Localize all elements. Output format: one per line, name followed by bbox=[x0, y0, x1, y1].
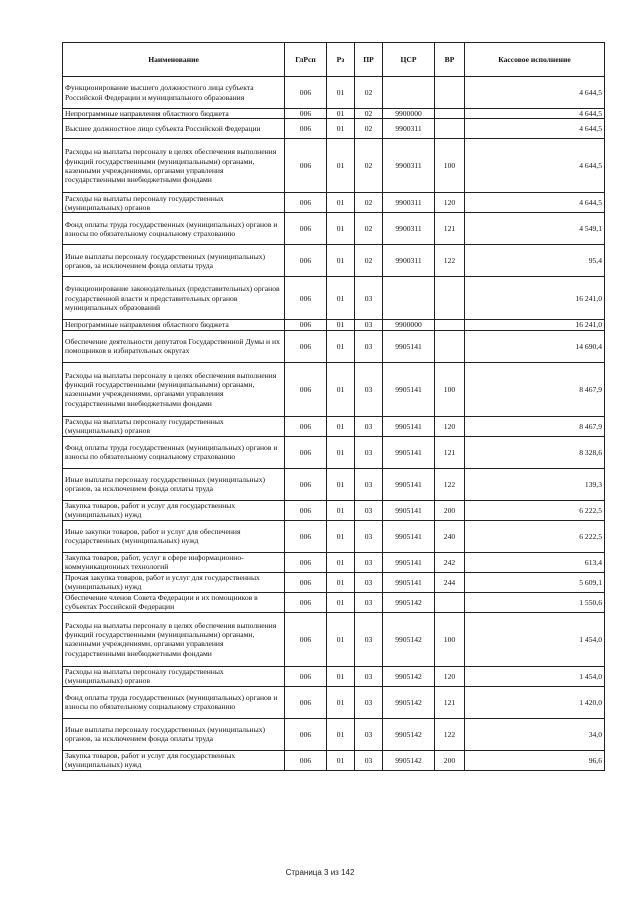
row-pr-cell: 03 bbox=[355, 468, 383, 500]
row-rz-cell: 01 bbox=[327, 552, 355, 572]
header-amount: Кассовое исполнение bbox=[465, 43, 605, 77]
row-vr-cell: 100 bbox=[435, 139, 465, 193]
row-rz-cell: 01 bbox=[327, 572, 355, 592]
row-vr-cell: 121 bbox=[435, 436, 465, 468]
row-glrsp-cell: 006 bbox=[285, 468, 327, 500]
row-pr-cell: 03 bbox=[355, 320, 383, 330]
row-pr-cell: 03 bbox=[355, 520, 383, 552]
row-name-cell: Иные выплаты персоналу государственных (муниципальных) органов, за исключением фонда оплаты труда bbox=[63, 468, 285, 500]
row-csr-cell: 9905142 bbox=[383, 666, 435, 686]
row-rz-cell: 01 bbox=[327, 436, 355, 468]
row-glrsp-cell: 006 bbox=[285, 416, 327, 436]
table-row bbox=[63, 109, 605, 119]
row-name-cell: Непрограммные направления областного бюджета bbox=[63, 320, 285, 330]
row-vr-cell bbox=[435, 277, 465, 320]
row-vr-cell: 120 bbox=[435, 193, 465, 213]
row-glrsp-cell: 006 bbox=[285, 245, 327, 277]
budget-execution-table bbox=[62, 42, 605, 771]
row-name-cell: Иные закупки товаров, работ и услуг для обеспечения государственных (муниципальных) нужд bbox=[63, 520, 285, 552]
row-pr-cell: 02 bbox=[355, 77, 383, 109]
row-glrsp-cell: 006 bbox=[285, 213, 327, 245]
row-glrsp-cell: 006 bbox=[285, 572, 327, 592]
row-glrsp-cell: 006 bbox=[285, 139, 327, 193]
row-pr-cell: 02 bbox=[355, 139, 383, 193]
row-pr-cell: 03 bbox=[355, 500, 383, 520]
page-number: Страница 3 из 142 bbox=[285, 868, 355, 877]
row-csr-cell: 9905141 bbox=[383, 330, 435, 362]
row-vr-cell bbox=[435, 592, 465, 612]
row-pr-cell: 02 bbox=[355, 245, 383, 277]
row-vr-cell: 200 bbox=[435, 750, 465, 770]
table-row bbox=[63, 193, 605, 213]
row-name-cell: Фонд оплаты труда государственных (муниципальных) органов и взносы по обязательному социальному страхованию bbox=[63, 686, 285, 718]
row-name-cell: Обеспечение деятельности депутатов Государственной Думы и их помощников в избирательных округах bbox=[63, 330, 285, 362]
row-amount-cell: 1 420,0 bbox=[465, 686, 605, 718]
row-csr-cell: 9905141 bbox=[383, 572, 435, 592]
row-amount-cell: 4 644,5 bbox=[465, 139, 605, 193]
row-csr-cell: 9905142 bbox=[383, 592, 435, 612]
row-vr-cell: 200 bbox=[435, 500, 465, 520]
row-amount-cell: 139,3 bbox=[465, 468, 605, 500]
row-name-cell: Прочая закупка товаров, работ и услуг для государственных (муниципальных) нужд bbox=[63, 572, 285, 592]
row-amount-cell: 16 241,0 bbox=[465, 277, 605, 320]
table-row bbox=[63, 119, 605, 139]
row-glrsp-cell: 006 bbox=[285, 520, 327, 552]
row-amount-cell: 8 328,6 bbox=[465, 436, 605, 468]
row-amount-cell: 6 222,5 bbox=[465, 520, 605, 552]
row-name-cell: Расходы на выплаты персоналу государственных (муниципальных) органов bbox=[63, 666, 285, 686]
row-amount-cell: 4 549,1 bbox=[465, 213, 605, 245]
row-name-cell: Закупка товаров, работ и услуг для государственных (муниципальных) нужд bbox=[63, 500, 285, 520]
table-row bbox=[63, 500, 605, 520]
table-row bbox=[63, 320, 605, 330]
row-csr-cell: 9905141 bbox=[383, 552, 435, 572]
row-vr-cell: 121 bbox=[435, 686, 465, 718]
row-rz-cell: 01 bbox=[327, 612, 355, 666]
row-amount-cell: 4 644,5 bbox=[465, 109, 605, 119]
row-name-cell: Высшее должностное лицо субъекта Российской Федерации bbox=[63, 119, 285, 139]
row-csr-cell: 9905142 bbox=[383, 686, 435, 718]
row-vr-cell bbox=[435, 330, 465, 362]
row-name-cell: Закупка товаров, работ и услуг для государственных (муниципальных) нужд bbox=[63, 750, 285, 770]
row-rz-cell: 01 bbox=[327, 139, 355, 193]
row-glrsp-cell: 006 bbox=[285, 436, 327, 468]
table-row bbox=[63, 416, 605, 436]
table-body bbox=[63, 77, 605, 771]
row-name-cell: Фонд оплаты труда государственных (муниципальных) органов и взносы по обязательному социальному страхованию bbox=[63, 213, 285, 245]
table-row bbox=[63, 552, 605, 572]
row-amount-cell: 1 454,0 bbox=[465, 612, 605, 666]
row-csr-cell: 9905141 bbox=[383, 416, 435, 436]
row-name-cell: Расходы на выплаты персоналу в целях обеспечения выполнения функций государственными (муниципальными) органами, казенными учреждениями, органами управления государственными внебюджетными фондами bbox=[63, 362, 285, 416]
row-amount-cell: 6 222,5 bbox=[465, 500, 605, 520]
row-amount-cell: 613,4 bbox=[465, 552, 605, 572]
row-csr-cell: 9900311 bbox=[383, 245, 435, 277]
row-pr-cell: 03 bbox=[355, 592, 383, 612]
table-row bbox=[63, 362, 605, 416]
row-amount-cell: 1 454,0 bbox=[465, 666, 605, 686]
row-csr-cell: 9905141 bbox=[383, 362, 435, 416]
table-row bbox=[63, 139, 605, 193]
table-row bbox=[63, 77, 605, 109]
header-pr: ПР bbox=[355, 43, 383, 77]
table-row bbox=[63, 436, 605, 468]
row-csr-cell bbox=[383, 77, 435, 109]
row-pr-cell: 03 bbox=[355, 572, 383, 592]
row-rz-cell: 01 bbox=[327, 416, 355, 436]
row-csr-cell: 9905142 bbox=[383, 718, 435, 750]
row-csr-cell: 9905141 bbox=[383, 468, 435, 500]
row-glrsp-cell: 006 bbox=[285, 109, 327, 119]
row-pr-cell: 03 bbox=[355, 436, 383, 468]
row-name-cell: Расходы на выплаты персоналу в целях обеспечения выполнения функций государственными (муниципальными) органами, казенными учреждениями, органами управления государственными внебюджетными фондами bbox=[63, 612, 285, 666]
table-row bbox=[63, 245, 605, 277]
row-name-cell: Закупка товаров, работ, услуг в сфере информационно-коммуникационных технологий bbox=[63, 552, 285, 572]
row-glrsp-cell: 006 bbox=[285, 612, 327, 666]
row-csr-cell: 9900311 bbox=[383, 213, 435, 245]
row-vr-cell: 100 bbox=[435, 362, 465, 416]
row-amount-cell: 16 241,0 bbox=[465, 320, 605, 330]
row-glrsp-cell: 006 bbox=[285, 666, 327, 686]
row-pr-cell: 02 bbox=[355, 213, 383, 245]
row-vr-cell bbox=[435, 320, 465, 330]
row-amount-cell: 4 644,5 bbox=[465, 77, 605, 109]
row-amount-cell: 8 467,9 bbox=[465, 362, 605, 416]
table-row bbox=[63, 213, 605, 245]
row-glrsp-cell: 006 bbox=[285, 119, 327, 139]
row-csr-cell: 9905141 bbox=[383, 520, 435, 552]
row-glrsp-cell: 006 bbox=[285, 193, 327, 213]
row-rz-cell: 01 bbox=[327, 213, 355, 245]
table-header-row bbox=[63, 43, 605, 77]
row-glrsp-cell: 006 bbox=[285, 592, 327, 612]
row-amount-cell: 4 644,5 bbox=[465, 193, 605, 213]
row-glrsp-cell: 006 bbox=[285, 750, 327, 770]
row-amount-cell: 8 467,9 bbox=[465, 416, 605, 436]
row-pr-cell: 03 bbox=[355, 666, 383, 686]
row-glrsp-cell: 006 bbox=[285, 77, 327, 109]
row-vr-cell: 120 bbox=[435, 416, 465, 436]
row-glrsp-cell: 006 bbox=[285, 277, 327, 320]
row-rz-cell: 01 bbox=[327, 592, 355, 612]
row-glrsp-cell: 006 bbox=[285, 718, 327, 750]
row-csr-cell: 9905141 bbox=[383, 500, 435, 520]
row-pr-cell: 03 bbox=[355, 612, 383, 666]
row-pr-cell: 03 bbox=[355, 362, 383, 416]
row-rz-cell: 01 bbox=[327, 500, 355, 520]
row-name-cell: Иные выплаты персоналу государственных (муниципальных) органов, за исключением фонда оплаты труда bbox=[63, 245, 285, 277]
row-pr-cell: 02 bbox=[355, 119, 383, 139]
table-row bbox=[63, 520, 605, 552]
row-rz-cell: 01 bbox=[327, 193, 355, 213]
row-amount-cell: 4 644,5 bbox=[465, 119, 605, 139]
row-vr-cell: 242 bbox=[435, 552, 465, 572]
row-rz-cell: 01 bbox=[327, 245, 355, 277]
row-name-cell: Иные выплаты персоналу государственных (муниципальных) органов, за исключением фонда оплаты труда bbox=[63, 718, 285, 750]
row-amount-cell: 14 690,4 bbox=[465, 330, 605, 362]
header-name: Наименование bbox=[63, 43, 285, 77]
table-row bbox=[63, 277, 605, 320]
header-csr: ЦСР bbox=[383, 43, 435, 77]
row-csr-cell: 9900311 bbox=[383, 119, 435, 139]
row-name-cell: Расходы на выплаты персоналу государственных (муниципальных) органов bbox=[63, 193, 285, 213]
row-pr-cell: 03 bbox=[355, 718, 383, 750]
row-vr-cell: 244 bbox=[435, 572, 465, 592]
row-rz-cell: 01 bbox=[327, 277, 355, 320]
row-rz-cell: 01 bbox=[327, 520, 355, 552]
row-csr-cell: 9905142 bbox=[383, 612, 435, 666]
row-name-cell: Функционирование законодательных (представительных) органов государственной власти и представительных органов муниципальных образований bbox=[63, 277, 285, 320]
row-rz-cell: 01 bbox=[327, 362, 355, 416]
row-pr-cell: 03 bbox=[355, 330, 383, 362]
row-vr-cell bbox=[435, 77, 465, 109]
row-csr-cell: 9905141 bbox=[383, 436, 435, 468]
row-rz-cell: 01 bbox=[327, 109, 355, 119]
row-pr-cell: 02 bbox=[355, 193, 383, 213]
row-vr-cell bbox=[435, 109, 465, 119]
table-row bbox=[63, 666, 605, 686]
row-pr-cell: 03 bbox=[355, 416, 383, 436]
table-row bbox=[63, 592, 605, 612]
row-rz-cell: 01 bbox=[327, 330, 355, 362]
header-rz: Рз bbox=[327, 43, 355, 77]
row-rz-cell: 01 bbox=[327, 77, 355, 109]
row-csr-cell: 9900311 bbox=[383, 193, 435, 213]
row-name-cell: Обеспечение членов Совета Федерации и их помощников в субъектах Российской Федерации bbox=[63, 592, 285, 612]
row-vr-cell: 122 bbox=[435, 718, 465, 750]
row-glrsp-cell: 006 bbox=[285, 500, 327, 520]
row-rz-cell: 01 bbox=[327, 686, 355, 718]
row-amount-cell: 96,6 bbox=[465, 750, 605, 770]
row-pr-cell: 03 bbox=[355, 686, 383, 718]
table-row bbox=[63, 718, 605, 750]
row-csr-cell: 9900000 bbox=[383, 109, 435, 119]
table-row bbox=[63, 330, 605, 362]
row-glrsp-cell: 006 bbox=[285, 320, 327, 330]
row-vr-cell: 100 bbox=[435, 612, 465, 666]
table-row bbox=[63, 612, 605, 666]
row-vr-cell bbox=[435, 119, 465, 139]
row-amount-cell: 5 609,1 bbox=[465, 572, 605, 592]
header-glrsp: ГлРсп bbox=[285, 43, 327, 77]
table-row bbox=[63, 468, 605, 500]
row-csr-cell bbox=[383, 277, 435, 320]
row-amount-cell: 95,4 bbox=[465, 245, 605, 277]
row-name-cell: Функционирование высшего должностного лица субъекта Российской Федерации и муниципального образования bbox=[63, 77, 285, 109]
row-vr-cell: 121 bbox=[435, 213, 465, 245]
row-name-cell: Расходы на выплаты персоналу в целях обеспечения выполнения функций государственными (муниципальными) органами, казенными учреждениями, органами управления государственными внебюджетными фондами bbox=[63, 139, 285, 193]
table-row bbox=[63, 686, 605, 718]
row-rz-cell: 01 bbox=[327, 666, 355, 686]
row-amount-cell: 34,0 bbox=[465, 718, 605, 750]
row-name-cell: Непрограммные направления областного бюджета bbox=[63, 109, 285, 119]
row-rz-cell: 01 bbox=[327, 119, 355, 139]
row-csr-cell: 9900311 bbox=[383, 139, 435, 193]
table-row bbox=[63, 750, 605, 770]
header-vr: ВР bbox=[435, 43, 465, 77]
row-glrsp-cell: 006 bbox=[285, 552, 327, 572]
row-pr-cell: 02 bbox=[355, 109, 383, 119]
row-amount-cell: 1 550,6 bbox=[465, 592, 605, 612]
row-rz-cell: 01 bbox=[327, 320, 355, 330]
row-pr-cell: 03 bbox=[355, 750, 383, 770]
row-vr-cell: 122 bbox=[435, 245, 465, 277]
row-pr-cell: 03 bbox=[355, 552, 383, 572]
row-rz-cell: 01 bbox=[327, 750, 355, 770]
row-vr-cell: 120 bbox=[435, 666, 465, 686]
row-csr-cell: 9905142 bbox=[383, 750, 435, 770]
row-rz-cell: 01 bbox=[327, 468, 355, 500]
row-pr-cell: 03 bbox=[355, 277, 383, 320]
row-vr-cell: 122 bbox=[435, 468, 465, 500]
row-name-cell: Фонд оплаты труда государственных (муниципальных) органов и взносы по обязательному социальному страхованию bbox=[63, 436, 285, 468]
row-glrsp-cell: 006 bbox=[285, 330, 327, 362]
row-glrsp-cell: 006 bbox=[285, 362, 327, 416]
row-csr-cell: 9900000 bbox=[383, 320, 435, 330]
row-glrsp-cell: 006 bbox=[285, 686, 327, 718]
table-row bbox=[63, 572, 605, 592]
row-name-cell: Расходы на выплаты персоналу государственных (муниципальных) органов bbox=[63, 416, 285, 436]
row-rz-cell: 01 bbox=[327, 718, 355, 750]
row-vr-cell: 240 bbox=[435, 520, 465, 552]
